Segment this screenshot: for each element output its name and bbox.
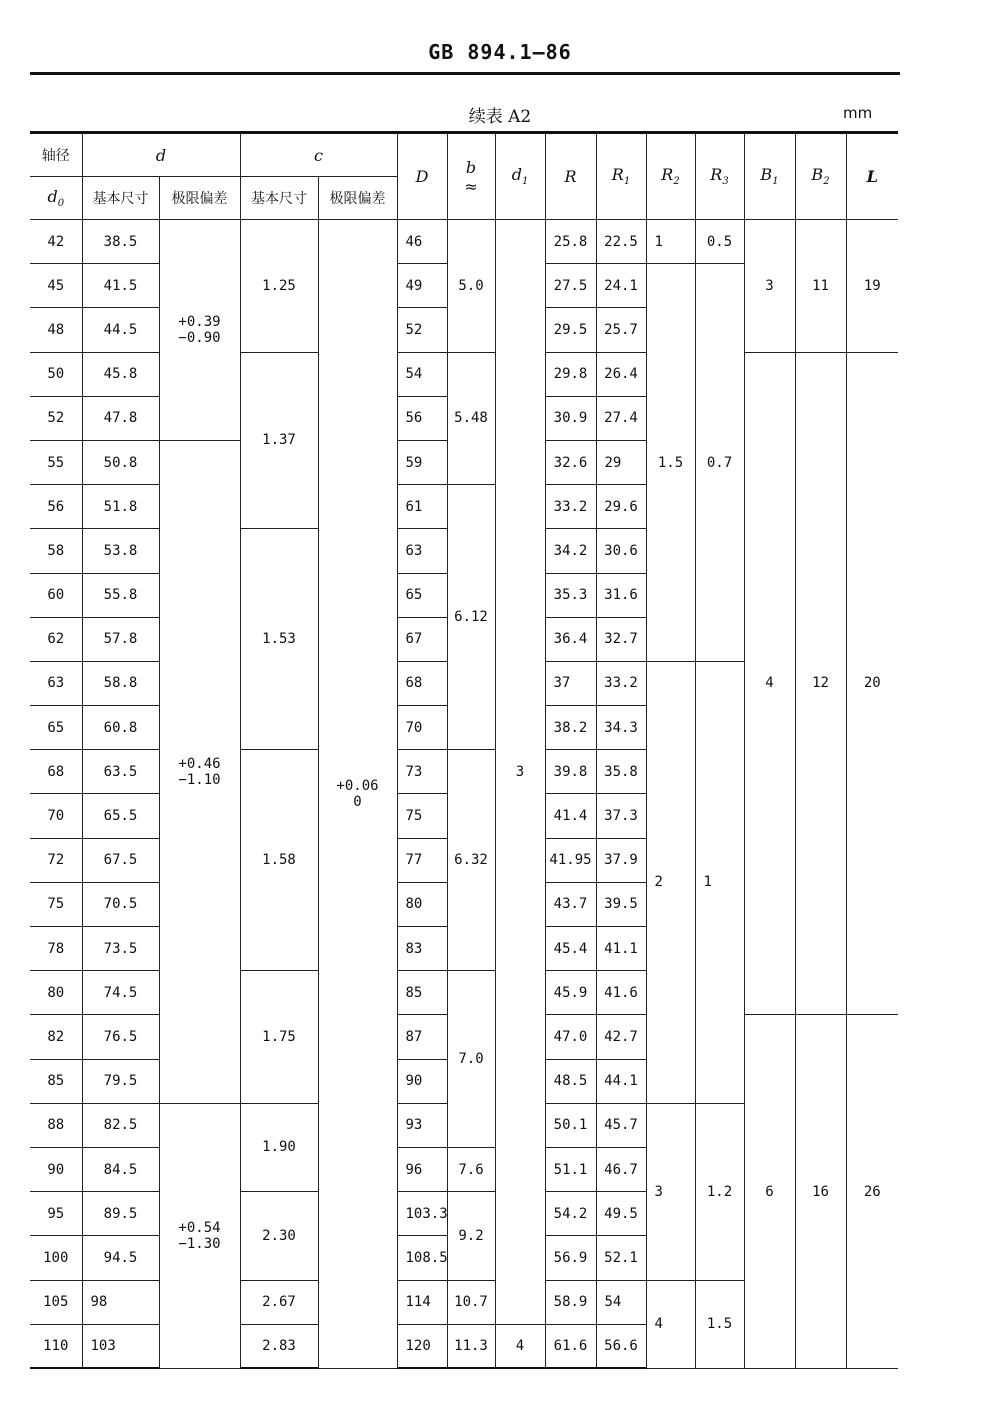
- d-cell: 89.5: [82, 1192, 159, 1236]
- d-cell: 38.5: [82, 220, 159, 264]
- d0-cell: 50: [30, 352, 82, 396]
- header-B2-subscript: 2: [823, 176, 830, 188]
- R1-cell: 39.5: [596, 882, 646, 926]
- R1-cell: 31.6: [596, 573, 646, 617]
- D-cell: 77: [397, 838, 447, 882]
- header-c-basic: 基本尺寸: [240, 177, 318, 220]
- D-cell: 87: [397, 1015, 447, 1059]
- R2-cell: 1: [646, 220, 695, 264]
- spec-table: [30, 131, 898, 1369]
- R1-cell: 41.1: [596, 927, 646, 971]
- B2-cell: 11: [795, 220, 846, 353]
- header-d-limit: 极限偏差: [159, 177, 240, 220]
- top-rule: [30, 72, 900, 75]
- d-cell: 53.8: [82, 529, 159, 573]
- header-R3-symbol: R: [710, 165, 723, 185]
- R1-cell: 26.4: [596, 352, 646, 396]
- c-cell: 1.58: [240, 750, 318, 971]
- header-B1-subscript: 1: [772, 176, 779, 188]
- R1-cell: 41.6: [596, 971, 646, 1015]
- R1-cell: 29.6: [596, 485, 646, 529]
- D-cell: 103.3: [397, 1192, 447, 1236]
- header-c-group: c: [240, 133, 397, 177]
- c-cell: 1.75: [240, 971, 318, 1104]
- d-cell: 65.5: [82, 794, 159, 838]
- header-D: D: [397, 133, 447, 220]
- R-cell: 25.8: [545, 220, 596, 264]
- d0-cell: 88: [30, 1103, 82, 1147]
- R1-cell: 32.7: [596, 617, 646, 661]
- d-cell: 94.5: [82, 1236, 159, 1280]
- header-d0-subscript: 0: [57, 198, 65, 210]
- b-cell: 5.0: [447, 220, 495, 353]
- R-cell: 35.3: [545, 573, 596, 617]
- D-cell: 63: [397, 529, 447, 573]
- d0-cell: 95: [30, 1192, 82, 1236]
- header-d1-symbol: d: [511, 165, 522, 185]
- d-cell: 98: [82, 1280, 159, 1324]
- d0-cell: 55: [30, 440, 82, 484]
- b-cell: 7.6: [447, 1147, 495, 1191]
- D-cell: 70: [397, 706, 447, 750]
- d-cell: 50.8: [82, 440, 159, 484]
- d0-cell: 70: [30, 794, 82, 838]
- d-cell: 67.5: [82, 838, 159, 882]
- R-cell: 54.2: [545, 1192, 596, 1236]
- b-cell: 9.2: [447, 1192, 495, 1280]
- D-cell: 120: [397, 1324, 447, 1368]
- b-cell: 7.0: [447, 971, 495, 1148]
- R-cell: 33.2: [545, 485, 596, 529]
- header-d-basic: 基本尺寸: [82, 177, 159, 220]
- b-cell: 11.3: [447, 1324, 495, 1368]
- header-R1-symbol: R: [611, 165, 624, 185]
- R1-cell: 30.6: [596, 529, 646, 573]
- R-cell: 34.2: [545, 529, 596, 573]
- D-cell: 61: [397, 485, 447, 529]
- d0-cell: 42: [30, 220, 82, 264]
- d-cell: 41.5: [82, 264, 159, 308]
- R-cell: 51.1: [545, 1147, 596, 1191]
- B1-cell: 6: [744, 1015, 795, 1369]
- R1-cell: 37.9: [596, 838, 646, 882]
- R-cell: 29.8: [545, 352, 596, 396]
- b-cell: 6.32: [447, 750, 495, 971]
- R1-cell: 24.1: [596, 264, 646, 308]
- R1-cell: 37.3: [596, 794, 646, 838]
- D-cell: 68: [397, 661, 447, 705]
- R2-cell: 4: [646, 1280, 695, 1368]
- header-L: L: [846, 133, 898, 220]
- d0-cell: 52: [30, 396, 82, 440]
- d-cell: 51.8: [82, 485, 159, 529]
- d0-cell: 85: [30, 1059, 82, 1103]
- R-cell: 58.9: [545, 1280, 596, 1324]
- L-cell: 20: [846, 352, 898, 1015]
- c-cell: 1.25: [240, 220, 318, 353]
- D-cell: 65: [397, 573, 447, 617]
- c-cell: 2.30: [240, 1192, 318, 1280]
- c-cell: 2.83: [240, 1324, 318, 1368]
- header-d-group: d: [82, 133, 240, 177]
- R-cell: 32.6: [545, 440, 596, 484]
- d-cell: 103: [82, 1324, 159, 1368]
- R-cell: 41.4: [545, 794, 596, 838]
- d-cell: 73.5: [82, 927, 159, 971]
- header-R2-subscript: 2: [673, 176, 680, 188]
- d0-cell: 90: [30, 1147, 82, 1191]
- d1-cell: 4: [495, 1324, 545, 1368]
- R1-cell: 27.4: [596, 396, 646, 440]
- L-cell: 26: [846, 1015, 898, 1369]
- R3-cell: 0.7: [695, 264, 744, 662]
- D-cell: 93: [397, 1103, 447, 1147]
- header-d1-subscript: 1: [521, 176, 529, 188]
- d-cell: 79.5: [82, 1059, 159, 1103]
- D-cell: 52: [397, 308, 447, 352]
- d-cell: 45.8: [82, 352, 159, 396]
- R-cell: 50.1: [545, 1103, 596, 1147]
- R-cell: 41.95: [545, 838, 596, 882]
- d0-cell: 78: [30, 927, 82, 971]
- R-cell: 38.2: [545, 706, 596, 750]
- R1-cell: 35.8: [596, 750, 646, 794]
- D-cell: 114: [397, 1280, 447, 1324]
- d-cell: 58.8: [82, 661, 159, 705]
- header-d0-label: 轴径: [30, 133, 82, 177]
- d0-cell: 45: [30, 264, 82, 308]
- R-cell: 61.6: [545, 1324, 596, 1368]
- D-cell: 83: [397, 927, 447, 971]
- R-cell: 56.9: [545, 1236, 596, 1280]
- d0-cell: 105: [30, 1280, 82, 1324]
- d0-cell: 63: [30, 661, 82, 705]
- R1-cell: 54: [596, 1280, 646, 1324]
- R1-cell: 33.2: [596, 661, 646, 705]
- D-cell: 108.5: [397, 1236, 447, 1280]
- header-b-symbol: b: [465, 157, 477, 177]
- table-caption: 续表 A2: [468, 107, 532, 127]
- d-dev-cell: +0.46 −1.10: [159, 440, 240, 1103]
- R3-cell: 1: [695, 661, 744, 1103]
- c-cell: 1.90: [240, 1103, 318, 1191]
- R-cell: 30.9: [545, 396, 596, 440]
- b-cell: 6.12: [447, 485, 495, 750]
- d0-cell: 82: [30, 1015, 82, 1059]
- header-B2: [795, 133, 846, 220]
- d-dev-cell: +0.39 −0.90: [159, 220, 240, 441]
- R1-cell: 22.5: [596, 220, 646, 264]
- D-cell: 54: [397, 352, 447, 396]
- B2-cell: 12: [795, 352, 846, 1015]
- D-cell: 80: [397, 882, 447, 926]
- d-cell: 84.5: [82, 1147, 159, 1191]
- D-cell: 49: [397, 264, 447, 308]
- d0-cell: 72: [30, 838, 82, 882]
- header-R3: [695, 133, 744, 220]
- d0-cell: 60: [30, 573, 82, 617]
- R-cell: 43.7: [545, 882, 596, 926]
- header-d0-symbol: [30, 177, 82, 220]
- header-R2: [646, 133, 695, 220]
- R-cell: 39.8: [545, 750, 596, 794]
- d0-cell: 100: [30, 1236, 82, 1280]
- d0-cell: 48: [30, 308, 82, 352]
- c-cell: 1.37: [240, 352, 318, 529]
- b-cell: 10.7: [447, 1280, 495, 1324]
- unit-label: mm: [843, 104, 873, 122]
- R1-cell: 25.7: [596, 308, 646, 352]
- R-cell: 47.0: [545, 1015, 596, 1059]
- D-cell: 73: [397, 750, 447, 794]
- header-R3-subscript: 3: [722, 176, 729, 188]
- R3-cell: 1.5: [695, 1280, 744, 1368]
- D-cell: 96: [397, 1147, 447, 1191]
- d-cell: 76.5: [82, 1015, 159, 1059]
- L-cell: 19: [846, 220, 898, 353]
- d-cell: 55.8: [82, 573, 159, 617]
- D-cell: 46: [397, 220, 447, 264]
- R-cell: 37: [545, 661, 596, 705]
- R-cell: 45.4: [545, 927, 596, 971]
- R1-cell: 45.7: [596, 1103, 646, 1147]
- D-cell: 67: [397, 617, 447, 661]
- b-cell: 5.48: [447, 352, 495, 485]
- R1-cell: 56.6: [596, 1324, 646, 1368]
- header-B1-symbol: B: [760, 165, 773, 185]
- R1-cell: 29: [596, 440, 646, 484]
- R1-cell: 42.7: [596, 1015, 646, 1059]
- d-cell: 47.8: [82, 396, 159, 440]
- R2-cell: 1.5: [646, 264, 695, 662]
- d-cell: 63.5: [82, 750, 159, 794]
- R-cell: 45.9: [545, 971, 596, 1015]
- D-cell: 59: [397, 440, 447, 484]
- R3-cell: 0.5: [695, 220, 744, 264]
- D-cell: 85: [397, 971, 447, 1015]
- R1-cell: 49.5: [596, 1192, 646, 1236]
- spec-table-wrapper: [30, 131, 898, 1369]
- R-cell: 29.5: [545, 308, 596, 352]
- header-c-limit: 极限偏差: [318, 177, 397, 220]
- d0-cell: 80: [30, 971, 82, 1015]
- D-cell: 90: [397, 1059, 447, 1103]
- d0-cell: 56: [30, 485, 82, 529]
- R-cell: 48.5: [545, 1059, 596, 1103]
- R3-cell: 1.2: [695, 1103, 744, 1280]
- c-cell: 2.67: [240, 1280, 318, 1324]
- d-cell: 44.5: [82, 308, 159, 352]
- d0-cell: 58: [30, 529, 82, 573]
- R1-cell: 52.1: [596, 1236, 646, 1280]
- d-cell: 74.5: [82, 971, 159, 1015]
- header-B2-symbol: B: [811, 165, 824, 185]
- R2-cell: 3: [646, 1103, 695, 1280]
- D-cell: 56: [397, 396, 447, 440]
- d1-cell: 3: [495, 220, 545, 1325]
- d0-cell: 75: [30, 882, 82, 926]
- B1-cell: 3: [744, 220, 795, 353]
- d-cell: 70.5: [82, 882, 159, 926]
- header-R1: [596, 133, 646, 220]
- d0-cell: 62: [30, 617, 82, 661]
- R1-cell: 34.3: [596, 706, 646, 750]
- d-cell: 82.5: [82, 1103, 159, 1147]
- header-R2-symbol: R: [661, 165, 674, 185]
- header-B1: [744, 133, 795, 220]
- R-cell: 36.4: [545, 617, 596, 661]
- R2-cell: 2: [646, 661, 695, 1103]
- d-cell: 57.8: [82, 617, 159, 661]
- d0-cell: 65: [30, 706, 82, 750]
- d0-cell: 68: [30, 750, 82, 794]
- c-dev-cell: +0.06 0: [318, 220, 397, 1369]
- header-R1-subscript: 1: [623, 176, 631, 188]
- header-b: [447, 133, 495, 220]
- R-cell: 27.5: [545, 264, 596, 308]
- header-R: R: [545, 133, 596, 220]
- B2-cell: 16: [795, 1015, 846, 1369]
- R1-cell: 46.7: [596, 1147, 646, 1191]
- c-cell: 1.53: [240, 529, 318, 750]
- B1-cell: 4: [744, 352, 795, 1015]
- d0-cell: 110: [30, 1324, 82, 1368]
- d-dev-cell: +0.54 −1.30: [159, 1103, 240, 1368]
- header-d0-letter: d: [47, 186, 58, 206]
- d-cell: 60.8: [82, 706, 159, 750]
- header-b-approx: ≈: [464, 176, 478, 196]
- R1-cell: 44.1: [596, 1059, 646, 1103]
- standard-code: GB 894.1—86: [428, 40, 572, 64]
- header-d1: [495, 133, 545, 220]
- D-cell: 75: [397, 794, 447, 838]
